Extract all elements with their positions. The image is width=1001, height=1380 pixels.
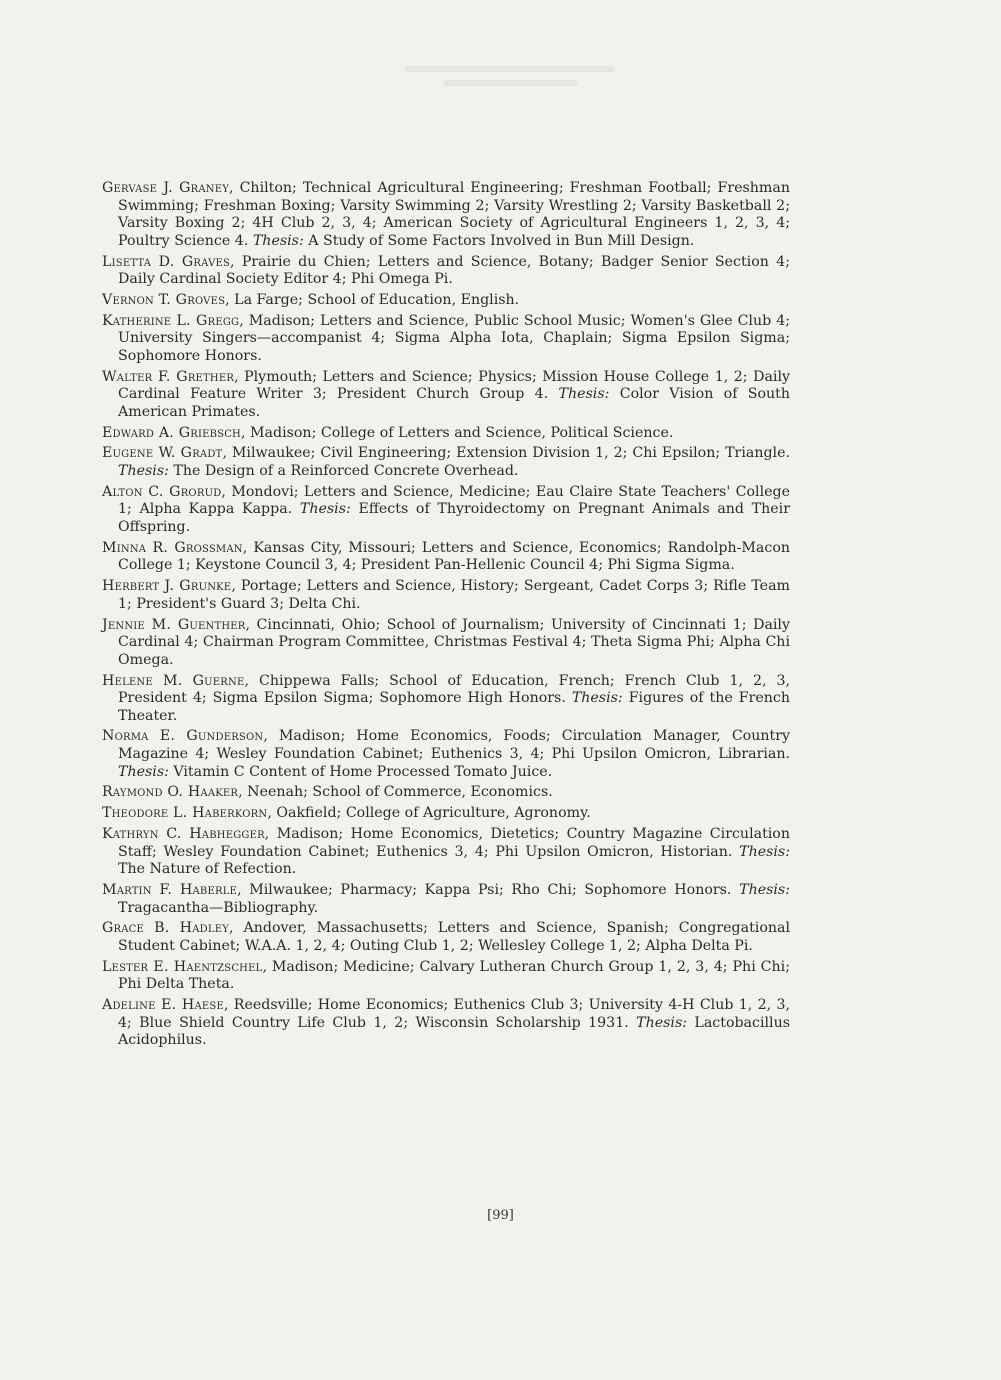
entry-details: , Chippewa Falls; School of Education, French; French Club 1, 2, 3, President 4; Sigma Epsilon Sigma; Sophomore High Honors. xyxy=(118,672,790,707)
entry-name: Lester E. Haentzschel xyxy=(102,958,263,975)
entry-details: , Madison; Home Economics, Dietetics; Country Magazine Circulation Staff; Wesley Foundation Cabinet; Euthenics 3, 4; Phi Upsilon Omicron, Historian. xyxy=(118,826,790,860)
entry-details: , Mondovi; Letters and Science, Medicine; Eau Claire State Teachers' College 1; Alpha Kappa Kappa. xyxy=(118,483,790,518)
entry-details: , Andover, Massachusetts; Letters and Science, Spanish; Congregational Student Cabinet; W.A.A. 1, 2, 4; Outing Club 1, 2; Wellesley College 1, 2; Alpha Delta Pi. xyxy=(118,920,791,954)
entry-name: Lisetta D. Graves xyxy=(102,253,231,270)
entry xyxy=(102,540,790,575)
thesis-label: Thesis: xyxy=(118,463,169,480)
entry-name: Adeline E. Haese xyxy=(102,997,224,1014)
entry-name: Vernon T. Groves xyxy=(102,291,226,308)
thesis-label: Thesis: xyxy=(636,1014,688,1031)
thesis-title: Effects of Thyroidectomy on Pregnant Animals and Their Offspring. xyxy=(118,501,790,535)
entry-details: , Reedsville; Home Economics; Euthenics Club 3; University 4-H Club 1, 2, 3, 4; Blue Shield Country Life Club 1, 2; Wisconsin Scholarship 1931. xyxy=(118,997,790,1031)
page-number: [99] xyxy=(487,1208,514,1223)
thesis-title: Tragacantha—Bibliography. xyxy=(118,899,319,916)
entry xyxy=(102,254,790,289)
entry xyxy=(102,180,790,250)
bleed-through-text xyxy=(360,58,660,98)
entry-details: , Milwaukee; Civil Engineering; Extension Division 1, 2; Chi Epsilon; Triangle. xyxy=(222,445,791,462)
thesis-label: Thesis: xyxy=(558,386,610,403)
entry-name: Helene M. Guerne xyxy=(102,672,245,689)
thesis-title: Figures of the French Theater. xyxy=(118,690,790,724)
thesis-title: The Nature of Refection. xyxy=(118,861,297,878)
thesis-label: Thesis: xyxy=(571,690,623,707)
entry-details: , La Farge; School of Education, English. xyxy=(225,291,520,308)
entry xyxy=(102,425,790,443)
entry xyxy=(102,484,790,537)
entry xyxy=(102,313,790,366)
entry-name: Kathryn C. Habhegger xyxy=(102,826,265,842)
entry-details: , Oakfield; College of Agriculture, Agronomy. xyxy=(267,805,591,822)
entry-details: , Kansas City, Missouri; Letters and Science, Economics; Randolph-Macon College 1; Keystone Council 3, 4; President Pan-Hellenic Council 4; Phi Sigma Sigma. xyxy=(118,539,791,574)
entry-details: , Plymouth; Letters and Science; Physics; Mission House College 1, 2; Daily Cardinal Feature Writer 3; President Church Group 4. xyxy=(118,368,790,403)
entry-details: , Neenah; School of Commerce, Economics. xyxy=(238,784,553,801)
thesis-label: Thesis: xyxy=(252,232,304,249)
thesis-title: Color Vision of South American Primates. xyxy=(118,386,790,420)
thesis-title: A Study of Some Factors Involved in Bun Mill Design. xyxy=(303,232,695,249)
entry xyxy=(102,784,790,802)
entry-name: Edward A. Griebsch xyxy=(102,424,241,441)
entry-details: , Madison; Medicine; Calvary Lutheran Church Group 1, 2, 3, 4; Phi Chi; Phi Delta Theta. xyxy=(118,958,790,993)
thesis-label: Thesis: xyxy=(118,763,169,780)
entry-name: Minna R. Grossman xyxy=(102,539,243,556)
entry-name: Gervase J. Graney xyxy=(102,180,230,196)
entry xyxy=(102,920,790,955)
entry-name: Eugene W. Gradt xyxy=(102,445,223,462)
entry-name: Theodore L. Haberkorn xyxy=(102,805,268,822)
entry xyxy=(102,959,790,994)
entry xyxy=(102,826,790,879)
entry-name: Grace B. Hadley xyxy=(102,920,230,937)
entry xyxy=(102,292,790,310)
entry-name: Alton C. Grorud xyxy=(102,483,222,500)
thesis-label: Thesis: xyxy=(739,881,790,898)
entry-details: , Cincinnati, Ohio; School of Journalism; University of Cincinnati 1; Daily Cardinal 4; Chairman Program Committee, Christmas Festival 4; Theta Sigma Phi; Alpha Chi Omega. xyxy=(118,616,790,668)
thesis-label: Thesis: xyxy=(739,843,790,860)
thesis-title: Lactobacillus Acidophilus. xyxy=(118,1014,790,1049)
thesis-label: Thesis: xyxy=(299,501,351,518)
senior-entries-list xyxy=(102,180,790,1053)
entry xyxy=(102,997,790,1050)
thesis-title: The Design of a Reinforced Concrete Overhead. xyxy=(168,463,519,480)
entry-name: Walter F. Grether xyxy=(102,368,235,385)
entry xyxy=(102,369,790,422)
entry-name: Norma E. Gunderson xyxy=(102,728,264,745)
entry-details: , Milwaukee; Pharmacy; Kappa Psi; Rho Chi; Sophomore Honors. xyxy=(237,881,740,898)
entry xyxy=(102,805,790,823)
entry xyxy=(102,578,790,613)
entry-name: Herbert J. Grunke xyxy=(102,578,232,595)
entry-name: Katherine L. Gregg xyxy=(102,312,240,329)
entry-name: Martin F. Haberle xyxy=(102,881,238,898)
entry-details: , Prairie du Chien; Letters and Science, Botany; Badger Senior Section 4; Daily Cardinal Society Editor 4; Phi Omega Pi. xyxy=(118,253,790,288)
entry-details: , Madison; Letters and Science, Public School Music; Women's Glee Club 4; University Singers—accompanist 4; Sigma Alpha Iota, Chaplain; Sigma Epsilon Sigma; Sophomore Honors. xyxy=(118,312,791,364)
entry xyxy=(102,882,790,917)
entry-details: , Madison; College of Letters and Science, Political Science. xyxy=(240,424,674,441)
entry xyxy=(102,445,790,480)
entry-details: , Chilton; Technical Agricultural Engineering; Freshman Football; Freshman Swimming; Freshman Boxing; Varsity Swimming 2; Varsity Wrestling 2; Varsity Basketball 2; Varsity Boxing 2; 4H Club 2, 3, 4; American Society of Agricultural Engineers 1, 2, 3, 4; Poultry Science 4. xyxy=(118,180,790,249)
entry-name: Raymond O. Haaker xyxy=(102,784,239,801)
entry xyxy=(102,728,790,781)
entry-details: , Portage; Letters and Science, History; Sergeant, Cadet Corps 3; Rifle Team 1; President's Guard 3; Delta Chi. xyxy=(118,578,790,612)
entry-details: , Madison; Home Economics, Foods; Circulation Manager, Country Magazine 4; Wesley Foundation Cabinet; Euthenics 3, 4; Phi Upsilon Omicron, Librarian. xyxy=(118,728,790,763)
entry xyxy=(102,673,790,726)
entry-name: Jennie M. Guenther xyxy=(102,616,246,633)
thesis-title: Vitamin C Content of Home Processed Tomato Juice. xyxy=(168,763,553,780)
entry xyxy=(102,617,790,670)
